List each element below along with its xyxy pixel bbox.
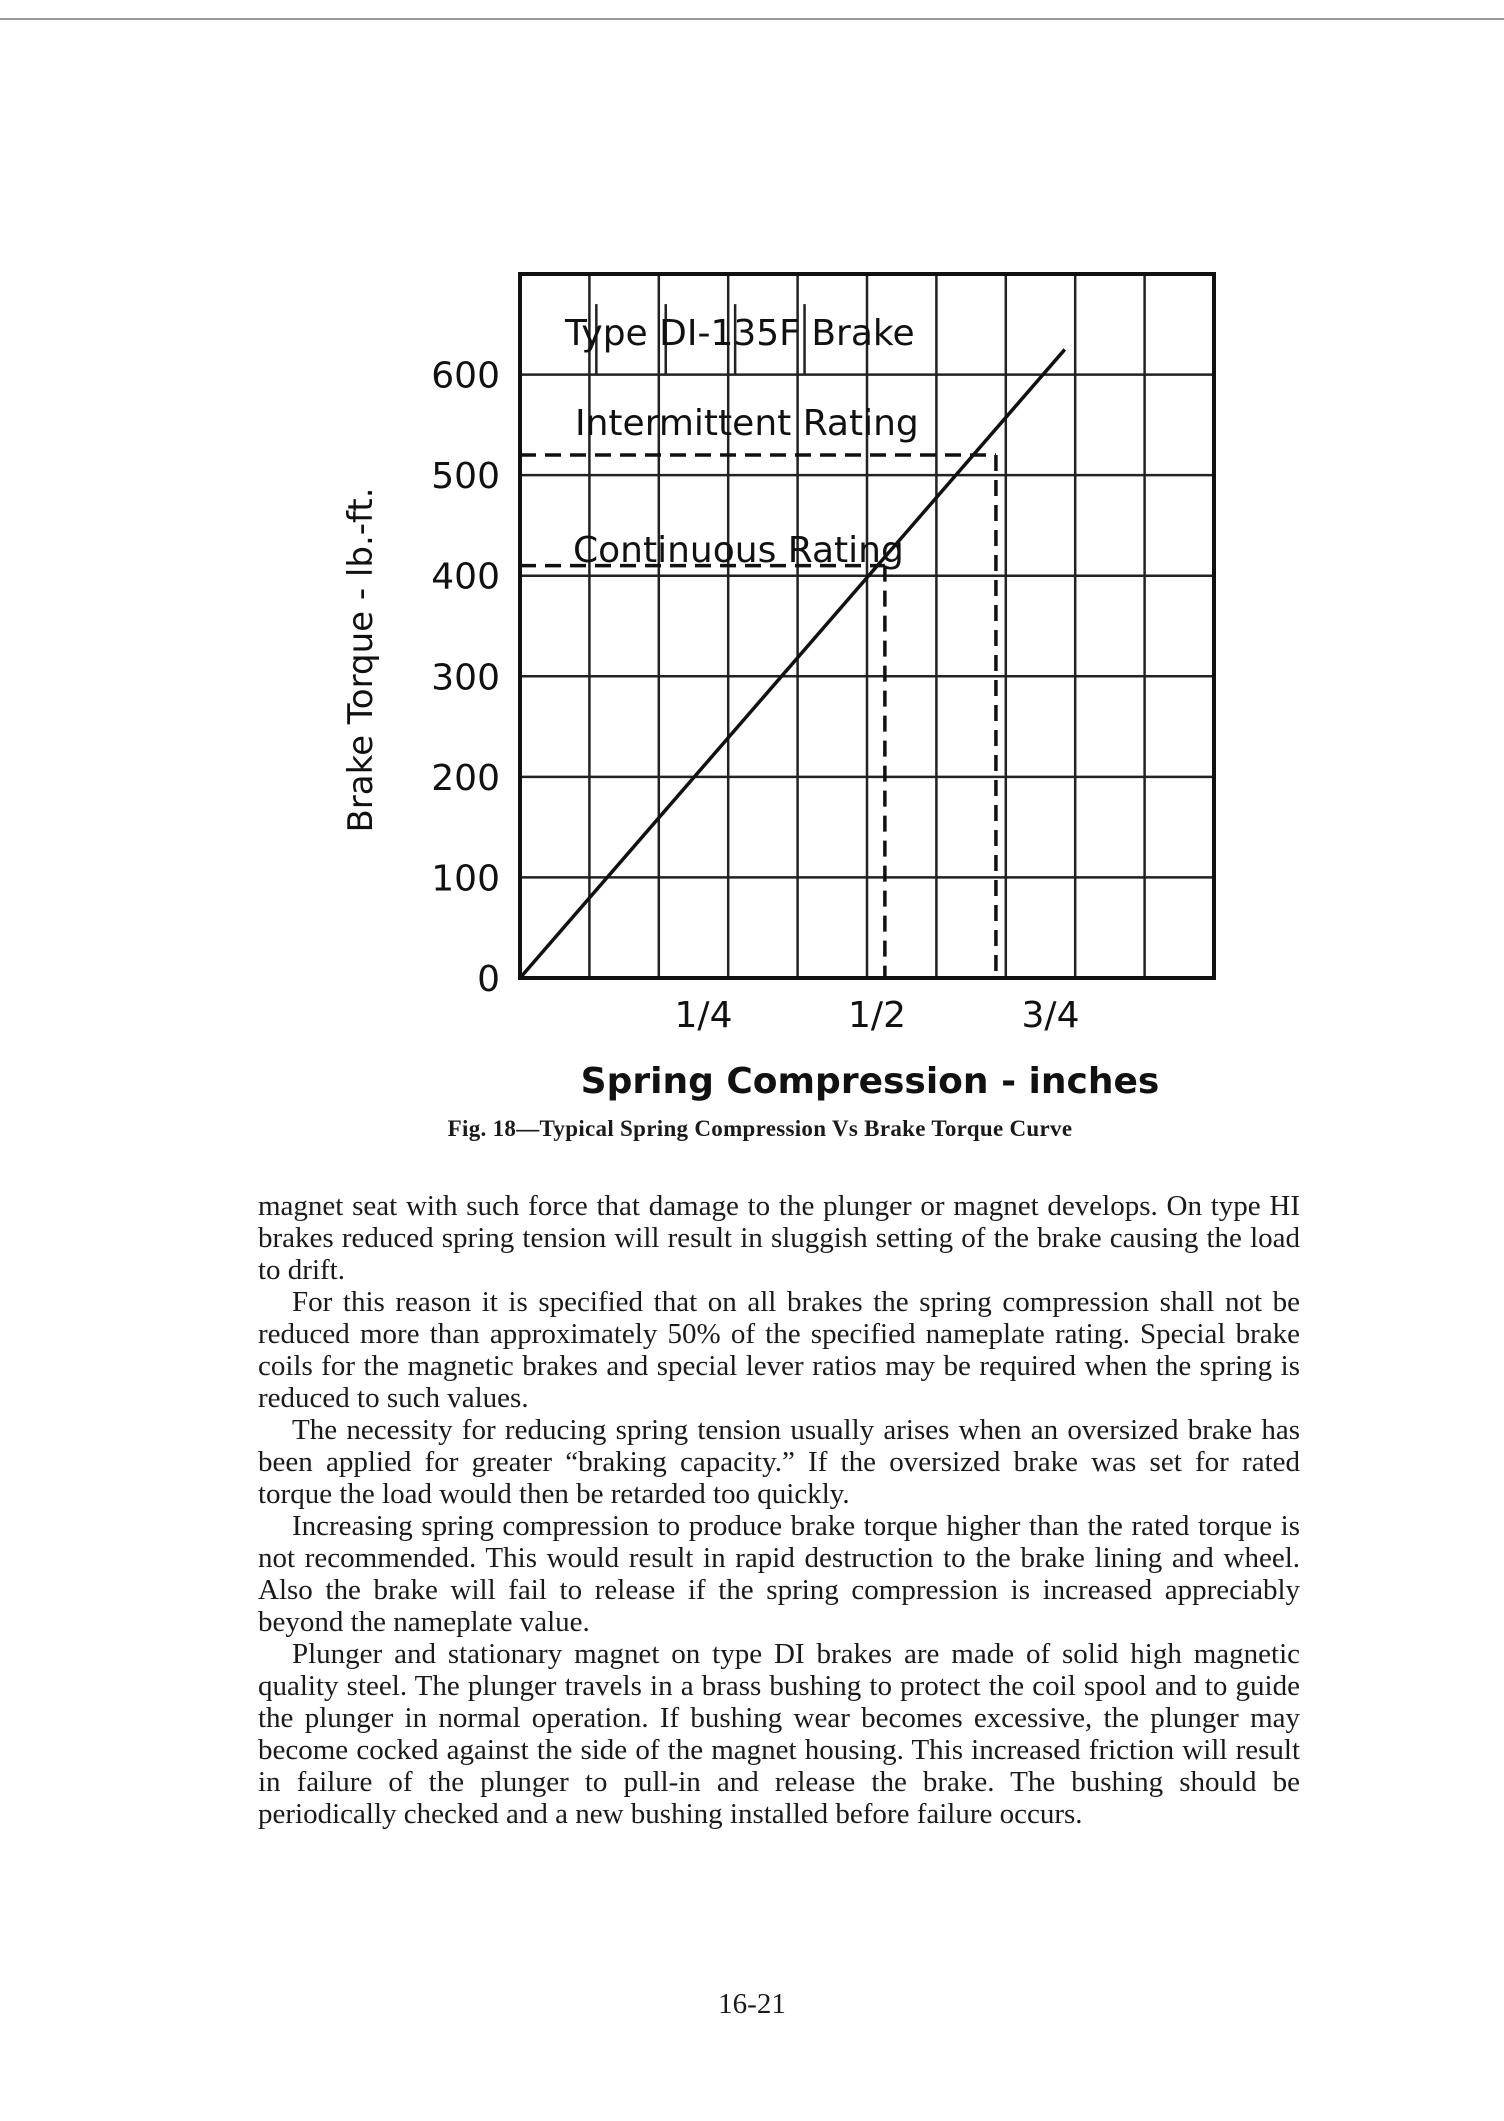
paragraph-2: For this reason it is specified that on all brakes the spring compression shall not be reduced more than approximately 50% of the specified nameplate rating. Special brake coils for the magnetic brakes and special lever ratios may be required when the spring is reduced to such values. <box>258 1286 1300 1414</box>
paragraph-5: Plunger and stationary magnet on type DI brakes are made of solid high magnetic quality steel. The plunger travels in a brass bushing to protect the coil spool and to guide the plunger in normal operation. If bushing wear becomes excessive, the plunger may become cocked against the side of the magnet housing. This increased friction will result in failure of the plunger to pull-in and release the brake. The bushing should be periodically checked and a new bushing installed before failure occurs. <box>258 1638 1300 1830</box>
page-number: 16-21 <box>718 1988 786 2020</box>
y-tick-label: 500 <box>431 456 500 498</box>
y-tick-label: 200 <box>431 757 500 799</box>
chart-labels <box>431 356 1079 1036</box>
x-tick-label: 3/4 <box>1021 995 1080 1036</box>
continuous-rating-label: Continuous Rating <box>573 530 904 571</box>
y-tick-label: 0 <box>477 959 500 1000</box>
paragraph-3: The necessity for reducing spring tension usually arises when an oversized brake has been applied for greater “braking capacity.” If the oversized brake was set for rated torque the load would then be retarded too quickly. <box>258 1414 1300 1510</box>
y-tick-label: 100 <box>431 858 500 900</box>
paragraph-4: Increasing spring compression to produce brake torque higher than the rated torque is not recommended. This would result in rapid destruction to the brake lining and wheel. Also the brake will fail to release if the spring compression is increased appreciably beyond the nameplate value. <box>258 1510 1300 1638</box>
y-tick-label: 400 <box>431 556 500 598</box>
figure-caption: Fig. 18—Typical Spring Compression Vs Brake Torque Curve <box>447 1116 1073 1141</box>
y-axis-label: Brake Torque - lb.-ft. <box>341 487 381 833</box>
paragraph-1: magnet seat with such force that damage to the plunger or magnet develops. On type HI brakes reduced spring tension will result in sluggish setting of the brake causing the load to drift. <box>258 1190 1300 1286</box>
x-axis-label: Spring Compression - inches <box>580 1061 1160 1102</box>
y-tick-label: 600 <box>431 355 500 397</box>
x-tick-label: 1/4 <box>674 995 733 1036</box>
intermittent-rating-label: Intermittent Rating <box>575 403 919 444</box>
chart-title: Type DI-135F Brake <box>565 313 915 354</box>
body-text <box>258 1190 1300 1830</box>
y-tick-label: 300 <box>431 657 500 699</box>
x-tick-label: 1/2 <box>848 995 906 1036</box>
chart-grid <box>520 274 1214 978</box>
